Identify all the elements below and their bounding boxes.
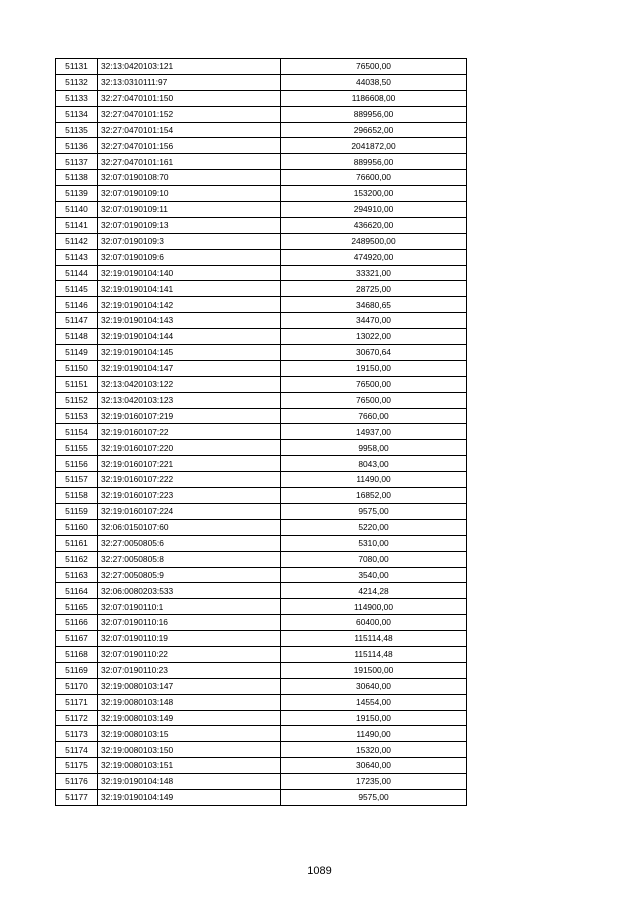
table-row [56, 583, 467, 599]
table-row [56, 138, 467, 154]
row-number-cell: 51175 [56, 758, 98, 774]
table-row [56, 456, 467, 472]
row-number-cell: 51159 [56, 503, 98, 519]
value-cell: 889956,00 [281, 106, 467, 122]
value-cell: 191500,00 [281, 662, 467, 678]
cadastral-number-cell: 32:19:0160107:221 [98, 456, 281, 472]
value-cell: 5220,00 [281, 519, 467, 535]
value-cell: 17235,00 [281, 774, 467, 790]
cadastral-number-cell: 32:19:0160107:220 [98, 440, 281, 456]
table-row [56, 154, 467, 170]
value-cell: 115114,48 [281, 646, 467, 662]
table-row [56, 360, 467, 376]
value-cell: 14554,00 [281, 694, 467, 710]
table-row [56, 106, 467, 122]
row-number-cell: 51176 [56, 774, 98, 790]
row-number-cell: 51138 [56, 170, 98, 186]
row-number-cell: 51162 [56, 551, 98, 567]
value-cell: 76500,00 [281, 59, 467, 75]
value-cell: 436620,00 [281, 217, 467, 233]
row-number-cell: 51171 [56, 694, 98, 710]
value-cell: 296652,00 [281, 122, 467, 138]
cadastral-number-cell: 32:07:0190108:70 [98, 170, 281, 186]
cadastral-number-cell: 32:27:0050805:9 [98, 567, 281, 583]
value-cell: 28725,00 [281, 281, 467, 297]
row-number-cell: 51173 [56, 726, 98, 742]
table-row [56, 440, 467, 456]
cadastral-number-cell: 32:19:0160107:224 [98, 503, 281, 519]
value-cell: 7660,00 [281, 408, 467, 424]
value-cell: 5310,00 [281, 535, 467, 551]
table-row [56, 186, 467, 202]
row-number-cell: 51174 [56, 742, 98, 758]
value-cell: 474920,00 [281, 249, 467, 265]
row-number-cell: 51166 [56, 615, 98, 631]
table-row [56, 376, 467, 392]
value-cell: 7080,00 [281, 551, 467, 567]
row-number-cell: 51151 [56, 376, 98, 392]
cadastral-number-cell: 32:07:0190110:16 [98, 615, 281, 631]
value-cell: 9575,00 [281, 503, 467, 519]
row-number-cell: 51154 [56, 424, 98, 440]
table-row [56, 488, 467, 504]
table-row [56, 551, 467, 567]
value-cell: 76600,00 [281, 170, 467, 186]
cadastral-number-cell: 32:19:0080103:150 [98, 742, 281, 758]
row-number-cell: 51134 [56, 106, 98, 122]
row-number-cell: 51137 [56, 154, 98, 170]
row-number-cell: 51172 [56, 710, 98, 726]
row-number-cell: 51142 [56, 233, 98, 249]
cadastral-number-cell: 32:27:0470101:152 [98, 106, 281, 122]
table-row [56, 329, 467, 345]
table-row [56, 424, 467, 440]
value-cell: 2041872,00 [281, 138, 467, 154]
cadastral-number-cell: 32:07:0190109:10 [98, 186, 281, 202]
value-cell: 30670,64 [281, 345, 467, 361]
table-row [56, 265, 467, 281]
table-row [56, 662, 467, 678]
table-row [56, 233, 467, 249]
cadastral-number-cell: 32:19:0190104:147 [98, 360, 281, 376]
cadastral-number-cell: 32:07:0190109:3 [98, 233, 281, 249]
table-row [56, 90, 467, 106]
row-number-cell: 51148 [56, 329, 98, 345]
cadastral-number-cell: 32:27:0050805:6 [98, 535, 281, 551]
page-number: 1089 [307, 865, 332, 877]
cadastral-number-cell: 32:19:0190104:148 [98, 774, 281, 790]
table-row [56, 646, 467, 662]
table-row [56, 615, 467, 631]
table-row [56, 249, 467, 265]
value-cell: 3540,00 [281, 567, 467, 583]
row-number-cell: 51152 [56, 392, 98, 408]
table-row [56, 313, 467, 329]
table-row [56, 726, 467, 742]
value-cell: 115114,48 [281, 631, 467, 647]
row-number-cell: 51143 [56, 249, 98, 265]
row-number-cell: 51144 [56, 265, 98, 281]
cadastral-number-cell: 32:19:0080103:149 [98, 710, 281, 726]
value-cell: 60400,00 [281, 615, 467, 631]
value-cell: 114900,00 [281, 599, 467, 615]
table-row [56, 631, 467, 647]
cadastral-number-cell: 32:19:0190104:142 [98, 297, 281, 313]
row-number-cell: 51132 [56, 74, 98, 90]
table-row [56, 170, 467, 186]
value-cell: 76500,00 [281, 376, 467, 392]
cadastral-number-cell: 32:19:0190104:145 [98, 345, 281, 361]
row-number-cell: 51161 [56, 535, 98, 551]
cadastral-number-cell: 32:19:0080103:147 [98, 678, 281, 694]
cadastral-number-cell: 32:07:0190110:1 [98, 599, 281, 615]
table-row [56, 710, 467, 726]
cadastral-number-cell: 32:19:0190104:144 [98, 329, 281, 345]
value-cell: 2489500,00 [281, 233, 467, 249]
value-cell: 9958,00 [281, 440, 467, 456]
table-row [56, 519, 467, 535]
cadastral-number-cell: 32:06:0080203:533 [98, 583, 281, 599]
table-row [56, 694, 467, 710]
row-number-cell: 51156 [56, 456, 98, 472]
row-number-cell: 51167 [56, 631, 98, 647]
row-number-cell: 51164 [56, 583, 98, 599]
row-number-cell: 51136 [56, 138, 98, 154]
value-cell: 4214,28 [281, 583, 467, 599]
cadastral-number-cell: 32:13:0420103:122 [98, 376, 281, 392]
value-cell: 1186608,00 [281, 90, 467, 106]
value-cell: 15320,00 [281, 742, 467, 758]
table-row [56, 472, 467, 488]
row-number-cell: 51145 [56, 281, 98, 297]
row-number-cell: 51169 [56, 662, 98, 678]
cadastral-number-cell: 32:19:0080103:148 [98, 694, 281, 710]
row-number-cell: 51135 [56, 122, 98, 138]
cadastral-number-cell: 32:19:0190104:141 [98, 281, 281, 297]
cadastral-number-cell: 32:19:0160107:222 [98, 472, 281, 488]
table-row [56, 217, 467, 233]
value-cell: 13022,00 [281, 329, 467, 345]
cadastral-number-cell: 32:19:0160107:223 [98, 488, 281, 504]
value-cell: 30640,00 [281, 678, 467, 694]
value-cell: 19150,00 [281, 710, 467, 726]
table-body [56, 59, 467, 806]
row-number-cell: 51170 [56, 678, 98, 694]
row-number-cell: 51157 [56, 472, 98, 488]
table-row [56, 742, 467, 758]
value-cell: 33321,00 [281, 265, 467, 281]
value-cell: 14937,00 [281, 424, 467, 440]
row-number-cell: 51133 [56, 90, 98, 106]
table-row [56, 297, 467, 313]
row-number-cell: 51147 [56, 313, 98, 329]
cadastral-number-cell: 32:27:0050805:8 [98, 551, 281, 567]
cadastral-number-cell: 32:19:0080103:151 [98, 758, 281, 774]
table-row [56, 59, 467, 75]
table-row [56, 345, 467, 361]
table-row [56, 567, 467, 583]
row-number-cell: 51165 [56, 599, 98, 615]
value-cell: 11490,00 [281, 726, 467, 742]
value-cell: 44038,50 [281, 74, 467, 90]
cadastral-number-cell: 32:06:0150107:60 [98, 519, 281, 535]
cadastral-number-cell: 32:07:0190110:23 [98, 662, 281, 678]
value-cell: 19150,00 [281, 360, 467, 376]
row-number-cell: 51146 [56, 297, 98, 313]
value-cell: 34680,65 [281, 297, 467, 313]
table-row [56, 122, 467, 138]
cadastral-number-cell: 32:19:0160107:219 [98, 408, 281, 424]
table-row [56, 408, 467, 424]
row-number-cell: 51163 [56, 567, 98, 583]
row-number-cell: 51150 [56, 360, 98, 376]
value-cell: 9575,00 [281, 789, 467, 805]
row-number-cell: 51139 [56, 186, 98, 202]
data-table [55, 58, 467, 806]
table-row [56, 599, 467, 615]
row-number-cell: 51155 [56, 440, 98, 456]
row-number-cell: 51168 [56, 646, 98, 662]
cadastral-number-cell: 32:13:0420103:121 [98, 59, 281, 75]
cadastral-number-cell: 32:19:0190104:140 [98, 265, 281, 281]
table-row [56, 678, 467, 694]
cadastral-number-cell: 32:19:0190104:143 [98, 313, 281, 329]
row-number-cell: 51158 [56, 488, 98, 504]
row-number-cell: 51177 [56, 789, 98, 805]
cadastral-number-cell: 32:07:0190109:13 [98, 217, 281, 233]
value-cell: 8043,00 [281, 456, 467, 472]
value-cell: 16852,00 [281, 488, 467, 504]
row-number-cell: 51160 [56, 519, 98, 535]
row-number-cell: 51131 [56, 59, 98, 75]
cadastral-number-cell: 32:27:0470101:154 [98, 122, 281, 138]
table-row [56, 758, 467, 774]
cadastral-number-cell: 32:27:0470101:150 [98, 90, 281, 106]
value-cell: 76500,00 [281, 392, 467, 408]
table-row [56, 392, 467, 408]
value-cell: 11490,00 [281, 472, 467, 488]
row-number-cell: 51141 [56, 217, 98, 233]
value-cell: 30640,00 [281, 758, 467, 774]
table-row [56, 74, 467, 90]
table-row [56, 535, 467, 551]
row-number-cell: 51149 [56, 345, 98, 361]
table-row [56, 789, 467, 805]
cadastral-number-cell: 32:07:0190110:19 [98, 631, 281, 647]
cadastral-number-cell: 32:19:0160107:22 [98, 424, 281, 440]
cadastral-number-cell: 32:27:0470101:161 [98, 154, 281, 170]
value-cell: 294910,00 [281, 202, 467, 218]
cadastral-number-cell: 32:27:0470101:156 [98, 138, 281, 154]
cadastral-number-cell: 32:19:0190104:149 [98, 789, 281, 805]
value-cell: 889956,00 [281, 154, 467, 170]
table-row [56, 202, 467, 218]
cadastral-number-cell: 32:13:0420103:123 [98, 392, 281, 408]
row-number-cell: 51140 [56, 202, 98, 218]
table-row [56, 503, 467, 519]
table-row [56, 281, 467, 297]
value-cell: 34470,00 [281, 313, 467, 329]
cadastral-number-cell: 32:13:0310111:97 [98, 74, 281, 90]
table-row [56, 774, 467, 790]
cadastral-number-cell: 32:07:0190110:22 [98, 646, 281, 662]
cadastral-number-cell: 32:07:0190109:6 [98, 249, 281, 265]
value-cell: 153200,00 [281, 186, 467, 202]
cadastral-number-cell: 32:19:0080103:15 [98, 726, 281, 742]
cadastral-number-cell: 32:07:0190109:11 [98, 202, 281, 218]
row-number-cell: 51153 [56, 408, 98, 424]
